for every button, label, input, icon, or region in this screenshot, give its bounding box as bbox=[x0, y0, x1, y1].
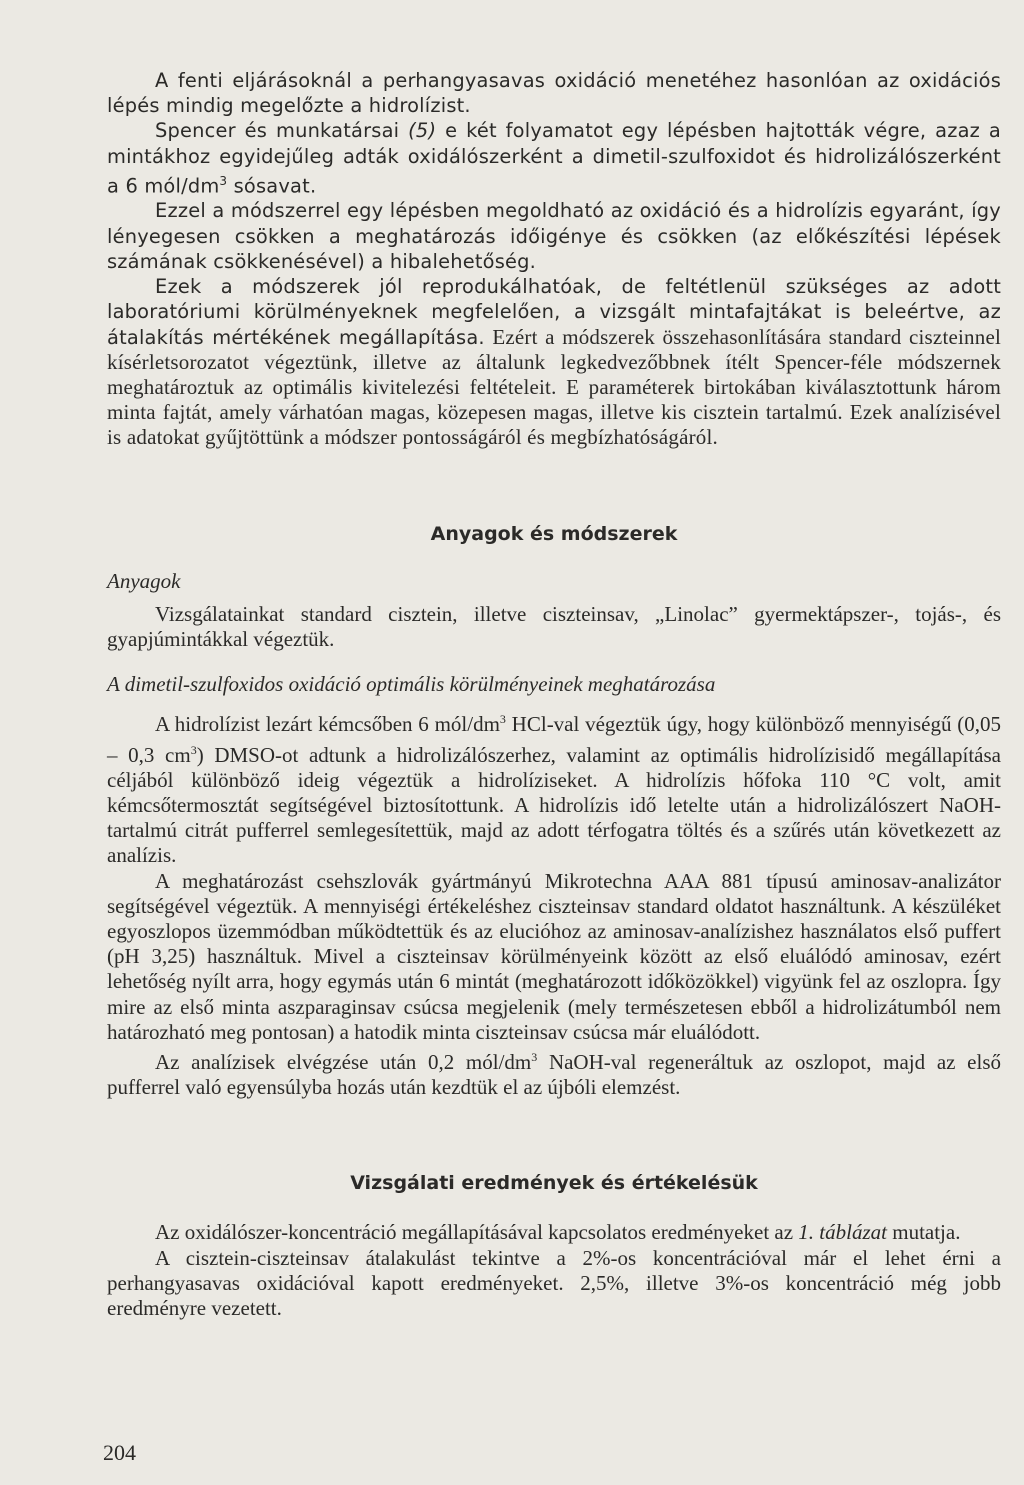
text-run: mutatja. bbox=[886, 1220, 961, 1245]
paragraph: Ezzel a módszerrel egy lépésben megoldható az oxidáció és a hidrolízis egyaránt, így lényegesen csökken a meghatározás időigénye és csökken (az előkészítési lépések számának csökkenésével) a hibalehetőség. bbox=[107, 199, 1001, 273]
paragraph bbox=[107, 274, 1001, 450]
text-run: Az oxidálószer-koncentráció megállapításával kapcsolatos eredményeket az bbox=[155, 1220, 799, 1245]
text-run: A hidrolízist lezárt kémcsőben 6 mól/dm bbox=[155, 712, 500, 737]
text-run: HCl-val végeztük úgy, hogy különböző mennyiségű (0,05 – 0,3 cm bbox=[107, 712, 1001, 767]
paragraph: A meghatározást csehszlovák gyártmányú Mikrotechna AAA 881 típusú aminosav-analizátor segítségével végeztük. A mennyiségi értékeléshez ciszteinsav standard oldatot használtunk. A készüléket egyoszlopos üzemmódban működtettük és az elucióhoz az aminosav-analízishez használatos első puffert (pH 3,25) használtuk. Mivel a ciszteinsav körülményeink között az első eluálódó aminosav, ezért lehetőség nyílt arra, hogy egymás után 6 mintát (meghatározott időközökkel) vigyünk fel az oszlopra. Így mire az első minta aszparaginsav csúcsa megjelenik (mely természetesen ebből a hidrolizátumból nem határozható meg pontosan) a hatodik minta ciszteinsav csúcsa már eluálódott. bbox=[107, 868, 1001, 1044]
superscript: 3 bbox=[219, 173, 228, 188]
superscript: 3 bbox=[499, 712, 506, 727]
text-run: Ezért a módszerek összehasonlítására standard ciszteinnel kísérletsorozatot végeztünk, illetve az általunk legkedvezőbbnek ítélt Spencer-féle módszernek meghatároztuk az optimális kivitelezési feltételeit. E paraméterek birtokában kiválasztottunk három minta fajtát, amely várhatóan magas, közepesen magas, illetve kis cisztein tartalmú. Ezek analízisével is adatokat gyűjtöttünk a módszer pontosságáról és megbízhatóságáról. bbox=[107, 324, 1001, 450]
paragraph bbox=[107, 707, 1001, 868]
paragraph: A fenti eljárásoknál a perhangyasavas oxidáció menetéhez hasonlóan az oxidációs lépés mindig megelőzte a hidrolízist. bbox=[107, 69, 1001, 118]
superscript: 3 bbox=[190, 742, 197, 757]
paragraph: A cisztein-ciszteinsav átalakulást tekintve a 2%-os koncentrációval már el lehet érni a perhangyasavas oxidációval kapott eredményeket. 2,5%, illetve 3%-os koncentráció még jobb eredményre vezetett. bbox=[107, 1245, 1001, 1320]
page-body bbox=[107, 68, 1001, 1321]
page-number: 204 bbox=[103, 1440, 136, 1465]
text-run: ) DMSO-ot adtunk a hidrolizálószerhez, valamint az optimális hidrolízisidő megállapítása céljából különböző ideig végeztük a hidrolíziseket. A hidrolízis hőfoka 110 °C volt, amit kémcsőtermosztát segítségével biztosítottunk. A hidrolízis idő letelte után a hidrolizálószert NaOH-tartalmú citrát pufferrel semlegesítettük, majd az adott térfogatra töltés és a szűrés után következett az analízis. bbox=[107, 742, 1001, 868]
text-run: Az analízisek elvégzése után 0,2 mól/dm bbox=[155, 1049, 532, 1074]
text-run: NaOH-val regeneráltuk az oszlopot, majd az első pufferrel való egyensúlyba hozás után kezdtük el az újbóli elemzést. bbox=[107, 1049, 1001, 1100]
table-reference: 1. táblázat bbox=[798, 1220, 887, 1245]
citation: (5) bbox=[408, 119, 437, 143]
paragraph bbox=[107, 1045, 1001, 1100]
text-run: sósavat. bbox=[227, 174, 317, 198]
paragraph bbox=[107, 118, 1001, 198]
paragraph bbox=[107, 1220, 1001, 1245]
intro-block bbox=[107, 68, 1001, 451]
superscript: 3 bbox=[531, 1049, 538, 1064]
paragraph: Vizsgálatainkat standard cisztein, illetve ciszteinsav, „Linolac” gyermektápszer-, tojás-, és gyapjúmintákkal végeztük. bbox=[107, 601, 1001, 651]
text-run: e két folyamatot egy lépésben hajtották végre, azaz a mintákhoz egyidejűleg adták oxidálószerként a dimetil-szulfoxidot és hidrolizálószerként a 6 mól/dm bbox=[107, 119, 1001, 198]
text-run: Ezek a módszerek jól reprodukálhatóak, de feltétlenül szükséges az adott laboratóriumi körülményeknek megfelelően, a vizsgált mintafajtákat is beleértve, az átalakítás mértékének megállapítása. bbox=[107, 275, 1001, 349]
subsection-heading: Anyagok bbox=[107, 568, 181, 593]
section-title: Vizsgálati eredmények és értékelésük bbox=[350, 1172, 758, 1195]
subsection-heading: A dimetil-szulfoxidos oxidáció optimális körülményeinek meghatározása bbox=[107, 672, 716, 697]
section-title: Anyagok és módszerek bbox=[430, 522, 678, 545]
text-run: Spencer és munkatársai bbox=[155, 119, 409, 143]
